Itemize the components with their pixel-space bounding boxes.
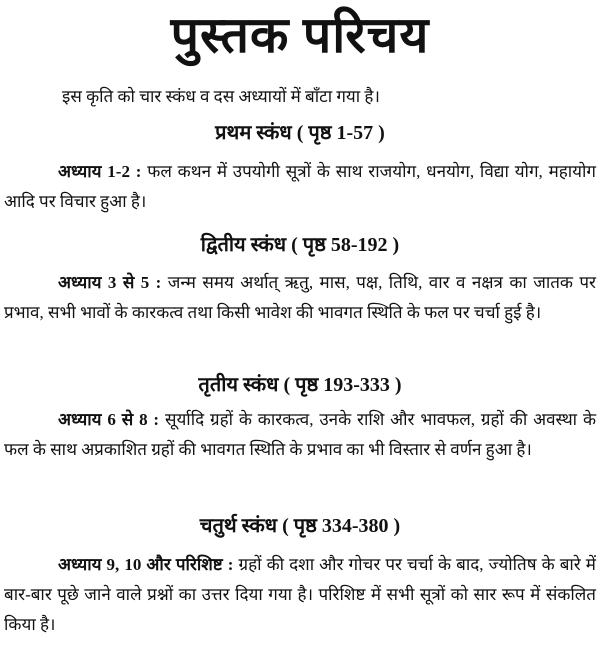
section-paragraph-2 bbox=[4, 268, 596, 328]
chapter-text: ग्रहों की दशा और गोचर पर चर्चा के बाद, ज्योतिष के बारे में बार-बार पूछे जाने वाले प्रश्नों का उत्तर दिया गया है। परिशिष्ट में सभी सूत्रों को सार रूप में संकलित किया है। bbox=[4, 555, 596, 634]
chapter-text: जन्म समय अर्थात् ऋतु, मास, पक्ष, तिथि, वार व नक्षत्र का जातक पर प्रभाव, सभी भावों के कारकत्व तथा किसी भावेश की भावगत स्थिति के फल पर चर्चा हुई है। bbox=[4, 273, 597, 322]
chapter-label: अध्याय 3 से 5 : bbox=[58, 273, 162, 292]
section-heading-2: द्वितीय स्कंध ( पृष्ठ 58-192 ) bbox=[200, 234, 400, 256]
section-paragraph-4 bbox=[4, 550, 596, 640]
section-paragraph-3 bbox=[4, 405, 596, 465]
chapter-text: फल कथन में उपयोगी सूत्रों के साथ राजयोग, धनयोग, विद्या योग, महायोग आदि पर विचार हुआ है। bbox=[4, 162, 597, 211]
section-heading-4: चतुर्थ स्कंध ( पृष्ठ 334-380 ) bbox=[199, 515, 401, 537]
chapter-label: अध्याय 9, 10 और परिशिष्ट : bbox=[58, 555, 234, 574]
chapter-label: अध्याय 6 से 8 : bbox=[58, 410, 160, 429]
chapter-label: अध्याय 1-2 : bbox=[58, 162, 142, 181]
page-title: पुस्तक परिचय bbox=[170, 7, 430, 63]
section-heading-3: तृतीय स्कंध ( पृष्ठ 193-333 ) bbox=[198, 374, 402, 396]
chapter-text: सूर्यादि ग्रहों के कारकत्व, उनके राशि और भावफल, ग्रहों की अवस्था के फल के साथ अप्रकाशित ग्रहों की भावगत स्थिति के प्रभाव का भी विस्तार से वर्णन हुआ है। bbox=[4, 410, 596, 459]
section-paragraph-1 bbox=[4, 157, 596, 217]
section-heading-1: प्रथम स्कंध ( पृष्ठ 1-57 ) bbox=[215, 122, 385, 144]
intro-text: इस कृति को चार स्कंध व दस अध्यायों में बाँटा गया है। bbox=[62, 87, 380, 106]
